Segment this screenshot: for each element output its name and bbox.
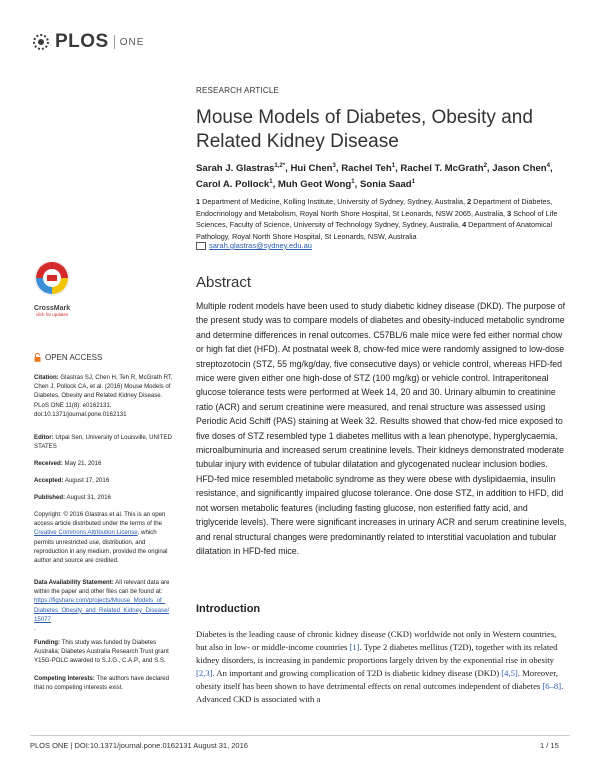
author-affiliation-sup: 1 bbox=[351, 178, 355, 185]
affiliation-text: School of Life Sciences, Faculty of Science, University of Technology Sydney, Sydney, Australia, bbox=[196, 208, 558, 230]
open-access-badge bbox=[34, 353, 102, 362]
competing-interests-block bbox=[34, 674, 174, 692]
license-link[interactable]: Creative Commons Attribution License bbox=[34, 529, 138, 537]
intro-segment: . Moreover, obesity itself has been shown to have detrimental effects on renal outcomes independent of diabetes bbox=[196, 668, 558, 692]
author-name: Rachel Teh bbox=[341, 163, 392, 175]
brand-name: PLOS bbox=[55, 31, 109, 52]
author-item: Rachel T. McGrath$^2$, bbox=[400, 163, 493, 175]
reference-link[interactable]: [4,5] bbox=[501, 668, 518, 679]
plos-logo-icon bbox=[30, 31, 52, 53]
author-name: Jason Chen bbox=[492, 163, 547, 175]
footer-divider bbox=[30, 735, 570, 736]
footer-citation: PLOS ONE | DOI:10.1371/journal.pone.0162131 August 31, 2016 bbox=[30, 741, 248, 750]
accepted-date: August 17, 2016 bbox=[64, 477, 110, 484]
article-type: RESEARCH ARTICLE bbox=[196, 86, 280, 95]
author-name: Sarah J. Glastras bbox=[196, 163, 275, 175]
crossmark-badge[interactable] bbox=[32, 258, 72, 320]
citation-label: Citation: bbox=[34, 374, 59, 381]
author-item: Rachel Teh$^1$, bbox=[341, 163, 401, 175]
author-name: Hui Chen bbox=[290, 163, 333, 175]
crossmark-sublabel: click for updates bbox=[35, 312, 69, 317]
figshare-link-line-1: https://figshare.com/projects/Mouse_Models_of_ bbox=[34, 597, 166, 605]
introduction-heading: Introduction bbox=[196, 603, 261, 615]
abstract-text: Multiple rodent models have been used to study diabetic kidney disease (DKD). The purpose of the present study was to compare models of diabetes and obesity-induced metabolic syndrome and determine differences in renal outcomes. C57BL/6 male mice were fed either normal chow or high fat diet (HFD). At postnatal week 8, chow-fed mice were randomly assigned to low-dose streptozotocin (STZ, 55 mg/kg/day, five consecutive days) or vehicle control, whereas HFD-fed mice were given either one high-dose of STZ (100 mg/kg) or vehicle control. Intraperitoneal glucose tolerance tests were performed at Week 14, 20 and 30. Urinary albumin to creatinine ratio (ACR) and serum creatinine were measured, and renal structure was assessed using Periodic Acid Schiff (PAS) staining at Week 32. Results showed that chow-fed mice exposed to five doses of STZ resembled type 1 diabetes mellitus with a lean phenotype, hyperglycaemia, microalbuminuria and increased serum creatinine levels. Their kidneys demonstrated moderate tubular injury with evidence of tubular dilatation and glycogenated nuclear inclusion bodies. HFD-fed mice resembled metabolic syndrome as they were obese with dyslipidaemia, insulin resistance, and significantly impaired glucose tolerance. One dose STZ, in addition to HFD, did not worsen metabolic features (including fasting glucose, non esterified fatty acid, and triglyceride levels). There were significant increases in urinary ACR and serum creatinine levels, and renal structural changes were predominantly related to interstitial vacuolation and tubular dilatation in HFD-fed mice. bbox=[196, 301, 567, 556]
affiliation-number: 1 bbox=[196, 197, 203, 206]
introduction-text bbox=[196, 628, 568, 707]
author-item bbox=[360, 179, 415, 190]
author-affiliation-sup: 2 bbox=[483, 163, 487, 169]
author-item: Jason Chen$^4$, bbox=[492, 163, 553, 175]
affiliation-text: Department of Diabetes, Endocrinology and Metabolism, Royal North Shore Hospital, St Leonards, NSW 2065, Australia, bbox=[196, 197, 553, 218]
envelope-icon bbox=[196, 242, 206, 250]
intro-segment: . Advanced CKD is associated with a bbox=[196, 681, 564, 705]
author-affiliation-sup: 1 bbox=[411, 178, 416, 185]
affiliation-number: 3 bbox=[507, 208, 514, 218]
author-list bbox=[196, 160, 566, 191]
author-affiliation-sup: 4 bbox=[546, 163, 550, 169]
journal-name: ONE bbox=[119, 36, 145, 48]
author-item: Muh Geot Wong$^1$, bbox=[277, 178, 360, 190]
crossmark-label: CrossMark bbox=[33, 305, 71, 312]
author-name: Rachel T. McGrath bbox=[400, 163, 484, 175]
open-lock-icon bbox=[34, 353, 41, 362]
data-availability-end: . bbox=[34, 625, 36, 633]
affiliation-text: Department of Medicine, Kolling Institute, University of Sydney, Sydney, Australia, bbox=[202, 197, 468, 206]
email-address[interactable]: sarah.glastras@sydney.edu.au bbox=[209, 241, 312, 250]
author-name: Muh Geot Wong bbox=[277, 178, 352, 190]
author-item: Sarah J. Glastras$^{1,2*}$, bbox=[196, 163, 291, 175]
logo-divider bbox=[114, 35, 115, 49]
competing-interests-label: Competing Interests: bbox=[34, 675, 95, 682]
data-availability-text: All relevant data are within the paper and other files can be found at: bbox=[34, 579, 170, 596]
page-number: 1 / 15 bbox=[540, 741, 559, 750]
copyright-block bbox=[34, 510, 174, 565]
received-label: Received: bbox=[34, 460, 63, 467]
abstract-heading: Abstract bbox=[196, 274, 252, 291]
author-item: Carol A. Pollock$^1$, bbox=[196, 178, 278, 190]
intro-segment: . An important and growing complication of T2D is diabetic kidney disease (DKD) bbox=[212, 668, 502, 679]
copyright-post: , which permits unrestricted use, distribution, and reproduction in any medium, provided the original author and source are credited. bbox=[34, 529, 168, 565]
funding-block bbox=[34, 638, 174, 666]
article-title: Mouse Models of Diabetes, Obesity and Related Kidney Disease bbox=[196, 107, 533, 152]
accepted-block bbox=[34, 476, 174, 485]
received-block bbox=[34, 459, 174, 468]
affiliation-number: 4 bbox=[462, 220, 469, 230]
copyright-pre: Copyright: © 2016 Glastras et al. This is an open access article distributed under the terms of the bbox=[34, 511, 166, 528]
corresponding-email[interactable] bbox=[196, 241, 312, 250]
reference-link[interactable]: [6–8] bbox=[542, 681, 562, 692]
data-availability-block bbox=[34, 578, 174, 633]
funding-label: Funding: bbox=[34, 639, 61, 646]
published-label: Published: bbox=[34, 494, 66, 501]
affiliation-number: 2 bbox=[467, 197, 474, 206]
accepted-label: Accepted: bbox=[34, 477, 64, 484]
received-date: May 21, 2016 bbox=[64, 460, 102, 467]
data-availability-label: Data Availability Statement: bbox=[34, 579, 114, 586]
affiliation-text: Department of Anatomical Pathology, Royal North Shore Hospital, St Leonards, NSW, Australia bbox=[196, 220, 553, 241]
figshare-link-line-3: 15077 bbox=[34, 615, 51, 623]
figshare-link-line-2: Diabetes_Obesity_and_Related_Kidney_Disease/ bbox=[34, 606, 170, 614]
citation-text: Glastras SJ, Chen H, Teh R, McGrath RT, Chen J, Pollock CA, et al. (2016) Mouse Models of Diabetes, Obesity and Related Kidney Disease. PLoS ONE 11(8): e0162131. doi:10.1371/journal.pone.0162131 bbox=[34, 374, 173, 418]
author-name: Sonia Saad bbox=[359, 178, 412, 190]
intro-segment: . Type 2 diabetes mellitus (T2D), together with its related kidney disorders, is increasing in pandemic proportions largely driven by the exponential rise in obesity bbox=[196, 642, 558, 666]
editor-block bbox=[34, 433, 174, 451]
author-affiliation-sup: 3 bbox=[332, 163, 336, 169]
reference-link[interactable]: [2,3] bbox=[196, 668, 213, 679]
affiliation-item bbox=[196, 197, 467, 206]
figshare-link[interactable] bbox=[34, 596, 174, 624]
published-block bbox=[34, 493, 174, 502]
crossmark-icon bbox=[32, 258, 72, 302]
intro-segment: Diabetes is the leading cause of chronic kidney disease (CKD) worldwide not only in Western countries, but also in low- or middle-income countries bbox=[196, 629, 557, 653]
competing-interests-text: The authors have declared that no competing interests exist. bbox=[34, 675, 170, 692]
author-affiliation-sup: 1 bbox=[391, 163, 396, 169]
affiliation-list bbox=[196, 196, 568, 242]
author-affiliation-sup: 1 bbox=[269, 178, 273, 185]
author-item: Hui Chen$^3$, bbox=[290, 163, 342, 175]
author-affiliation-sup: 1,2* bbox=[274, 163, 286, 169]
funding-text: This study was funded by Diabetes Australia; Diabetes Australia Research Trust grant Y15G-POLC awarded to S.J.G., C.A.P., and S.S. bbox=[34, 639, 169, 665]
published-date: August 31, 2016 bbox=[66, 494, 111, 501]
plos-one-logo bbox=[30, 30, 160, 54]
open-access-label: OPEN ACCESS bbox=[45, 353, 103, 362]
reference-link[interactable]: [1] bbox=[349, 642, 360, 653]
editor-label: Editor: bbox=[34, 434, 54, 441]
author-name: Carol A. Pollock bbox=[196, 178, 270, 190]
citation-block bbox=[34, 373, 174, 419]
editor-text: Utpal Sen, University of Louisville, UNITED STATES bbox=[34, 434, 172, 451]
